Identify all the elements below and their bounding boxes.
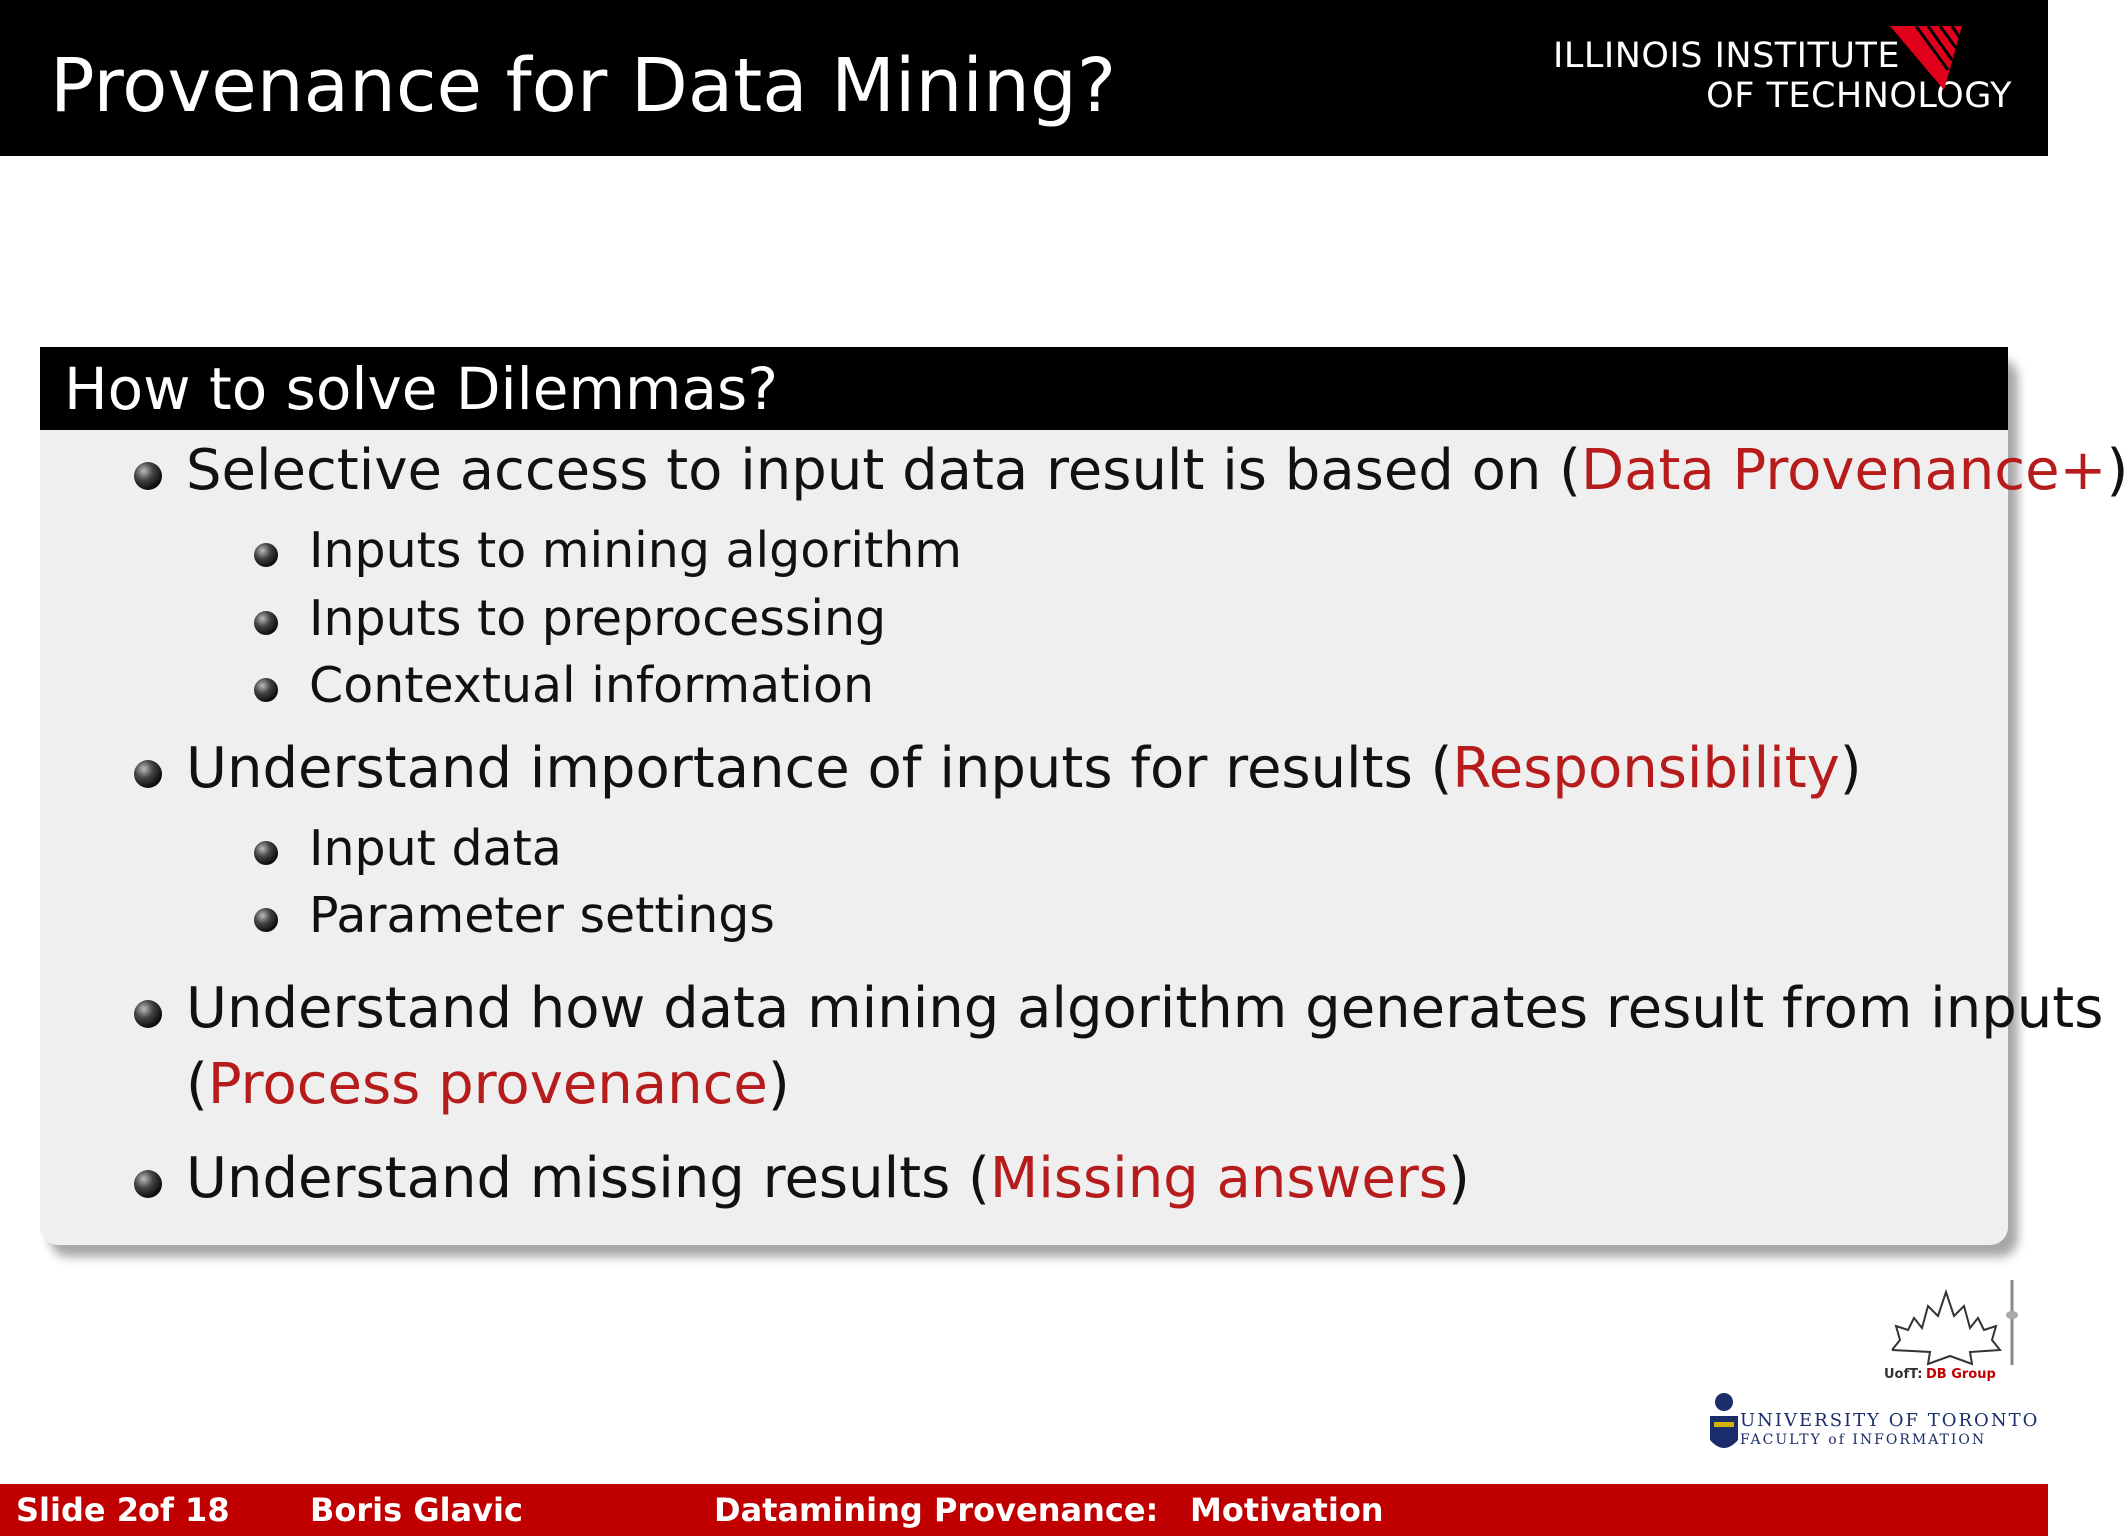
slide-title: Provenance for Data Mining? — [50, 43, 1117, 129]
item-text: Parameter settings — [309, 887, 775, 944]
iit-logo-icon — [1886, 20, 1966, 92]
list-item — [186, 736, 1862, 801]
item-text: Input data — [309, 820, 562, 877]
item-highlight: Missing answers — [989, 1146, 1448, 1211]
footer-slide-count: of 18 — [138, 1491, 230, 1529]
item-text: Selective access to input data result is based on ( — [186, 438, 1582, 503]
list-item — [309, 887, 775, 944]
bullet-icon — [134, 760, 162, 788]
footer-author: Boris Glavic — [310, 1491, 523, 1529]
list-item — [186, 1146, 1470, 1211]
footer-subsection: Motivation — [1190, 1491, 1384, 1529]
item-text: Contextual information — [309, 657, 875, 714]
list-item — [309, 820, 562, 877]
content-block — [40, 347, 2128, 1245]
iit-logo-line1: ILLINOIS INSTITUTE — [1553, 36, 1900, 76]
bullet-icon — [254, 543, 278, 567]
item-text: Understand missing results ( — [186, 1146, 990, 1211]
bullet-icon — [254, 611, 278, 635]
item-highlight: Data Provenance+ — [1581, 438, 2107, 503]
item-highlight: Process provenance — [207, 1052, 768, 1117]
bullet-icon — [134, 1000, 162, 1028]
uoft-name: UNIVERSITY OF TORONTO — [1740, 1410, 2040, 1431]
bullet-icon — [134, 462, 162, 490]
svg-text:DB Group: DB Group — [1926, 1367, 1996, 1382]
bullet-icon — [134, 1170, 162, 1198]
item-text: ( — [186, 1052, 208, 1117]
list-item — [186, 976, 2103, 1041]
slide-header — [0, 0, 2048, 156]
bullet-icon — [254, 908, 278, 932]
uoft-faculty: FACULTY of INFORMATION — [1740, 1432, 1987, 1448]
bullet-icon — [254, 841, 278, 865]
item-suffix: ) — [2106, 438, 2128, 503]
item-suffix: ) — [767, 1052, 790, 1117]
footer-slide-label: Slide 2 — [16, 1491, 139, 1529]
footer-section: Datamining Provenance: — [714, 1491, 1159, 1529]
list-item — [309, 522, 962, 579]
item-highlight: Responsibility — [1452, 736, 1840, 801]
item-text: Inputs to preprocessing — [309, 590, 887, 647]
item-text: Inputs to mining algorithm — [309, 522, 962, 579]
slide-footer — [0, 1484, 2048, 1536]
list-item — [309, 590, 886, 647]
item-suffix: ) — [1447, 1146, 1470, 1211]
iit-logo-line2: OF TECHNOLOGY — [1706, 76, 2012, 116]
item-suffix: ) — [1839, 736, 1862, 801]
list-item — [309, 657, 874, 714]
list-item — [186, 438, 2128, 503]
block-title: How to solve Dilemmas? — [40, 347, 2008, 430]
svg-text:UofT:: UofT: — [1884, 1367, 1923, 1382]
list-item-continuation — [186, 1052, 790, 1117]
uoft-seal-icon — [1704, 1390, 1744, 1462]
item-text: Understand how data mining algorithm generates result from inputs — [186, 976, 2104, 1041]
uoft-db-group-logo — [1880, 1270, 2030, 1385]
bullet-icon — [254, 678, 278, 702]
item-text: Understand importance of inputs for results ( — [186, 736, 1453, 801]
